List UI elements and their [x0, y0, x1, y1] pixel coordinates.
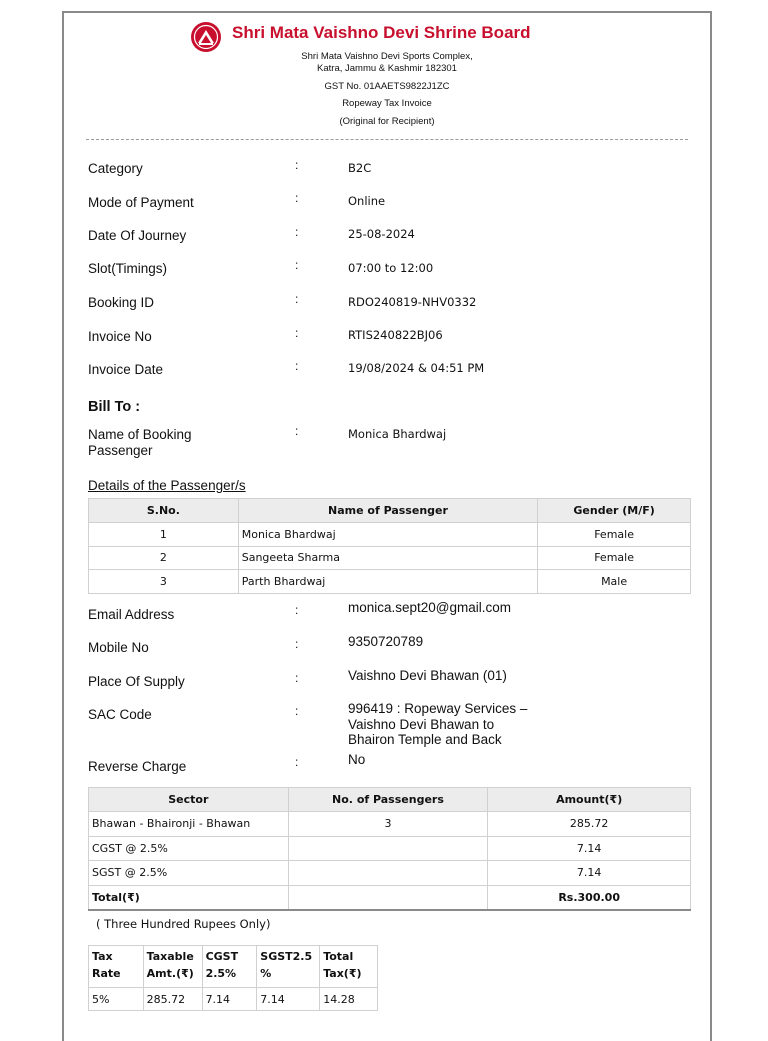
field-label-reverse-charge: Reverse Charge	[88, 759, 187, 774]
column-header: No. of Passengers	[288, 788, 488, 812]
table-cell: 14.28	[320, 988, 378, 1011]
table-cell	[288, 836, 488, 861]
table-cell: 285.72	[488, 812, 691, 837]
colon: :	[295, 225, 299, 239]
org-name: Shri Mata Vaishno Devi Shrine Board	[232, 23, 531, 42]
address-line-1: Shri Mata Vaishno Devi Sports Complex,	[301, 51, 473, 62]
shrine-board-logo	[190, 21, 222, 53]
field-value-place-of-supply: Vaishno Devi Bhawan (01)	[348, 668, 507, 683]
table-cell: Male	[538, 570, 691, 594]
table-cell: Sangeeta Sharma	[238, 546, 537, 570]
column-header: S.No.	[89, 499, 239, 523]
colon: :	[295, 191, 299, 205]
table-cell: Female	[538, 523, 691, 547]
table-cell: Female	[538, 546, 691, 570]
field-label-email: Email Address	[88, 607, 175, 622]
field-label-mobile: Mobile No	[88, 640, 149, 655]
bill-to-heading: Bill To :	[88, 399, 141, 415]
field-label-sac-code: SAC Code	[88, 707, 152, 722]
table-row	[89, 861, 691, 886]
colon: :	[295, 326, 299, 340]
colon: :	[295, 258, 299, 272]
table-row	[89, 546, 691, 570]
field-value-category: B2C	[348, 161, 372, 175]
document-subtitle: (Original for Recipient)	[339, 116, 435, 127]
table-cell: Parth Bhardwaj	[238, 570, 537, 594]
colon: :	[295, 603, 299, 617]
colon: :	[295, 424, 299, 438]
table-cell: 2	[89, 546, 239, 570]
table-cell: 5%	[89, 988, 144, 1011]
sector-amount-table	[88, 787, 691, 911]
table-cell: 7.14	[257, 988, 320, 1011]
booking-passenger-label: Name of Booking Passenger	[88, 427, 192, 458]
table-cell: 1	[89, 523, 239, 547]
colon: :	[295, 637, 299, 651]
table-header-row	[89, 499, 691, 523]
amount-in-words: ( Three Hundred Rupees Only)	[96, 917, 271, 931]
field-value-reverse-charge: No	[348, 752, 366, 767]
colon: :	[295, 671, 299, 685]
table-row	[89, 523, 691, 547]
column-header: Tax Rate	[89, 946, 144, 988]
booking-passenger-name: Monica Bhardwaj	[348, 427, 447, 441]
table-cell: 7.14	[488, 836, 691, 861]
field-label-journey-date: Date Of Journey	[88, 228, 187, 243]
colon: :	[295, 158, 299, 172]
table-cell: Bhawan - Bhaironji - Bhawan	[89, 812, 289, 837]
table-row	[89, 988, 378, 1011]
total-row	[89, 885, 691, 910]
table-cell	[288, 885, 488, 910]
table-cell: 7.14	[202, 988, 257, 1011]
table-cell: 3	[89, 570, 239, 594]
field-value-invoice-no: RTIS240822BJ06	[348, 328, 443, 342]
table-cell: CGST @ 2.5%	[89, 836, 289, 861]
field-label-invoice-date: Invoice Date	[88, 362, 164, 377]
field-label-booking-id: Booking ID	[88, 295, 155, 310]
field-label-payment-mode: Mode of Payment	[88, 195, 194, 210]
gst-number: GST No. 01AAETS9822J1ZC	[324, 81, 450, 92]
field-value-payment-mode: Online	[348, 194, 386, 208]
table-row	[89, 570, 691, 594]
table-row	[89, 812, 691, 837]
column-header: Total Tax(₹)	[320, 946, 378, 988]
field-value-sac-code: 996419 : Ropeway Services – Vaishno Devi Bhawan to Bhairon Temple and Back	[348, 701, 528, 747]
tax-summary-table	[88, 945, 378, 1011]
table-cell: SGST @ 2.5%	[89, 861, 289, 886]
table-row	[89, 836, 691, 861]
field-label-slot: Slot(Timings)	[88, 261, 168, 276]
document-title: Ropeway Tax Invoice	[342, 98, 432, 109]
table-cell: 285.72	[143, 988, 202, 1011]
total-value: Rs.300.00	[488, 885, 691, 910]
table-cell: 3	[288, 812, 488, 837]
field-label-invoice-no: Invoice No	[88, 329, 152, 344]
field-label-category: Category	[88, 161, 143, 176]
field-value-slot: 07:00 to 12:00	[348, 261, 434, 275]
field-value-invoice-date: 19/08/2024 & 04:51 PM	[348, 361, 485, 375]
field-value-booking-id: RDO240819-NHV0332	[348, 295, 477, 309]
passenger-details-heading: Details of the Passenger/s	[88, 478, 246, 493]
colon: :	[295, 359, 299, 373]
field-value-mobile: 9350720789	[348, 634, 424, 649]
field-value-email: monica.sept20@gmail.com	[348, 600, 512, 615]
table-cell: Monica Bhardwaj	[238, 523, 537, 547]
table-cell: 7.14	[488, 861, 691, 886]
column-header: Sector	[89, 788, 289, 812]
table-cell	[288, 861, 488, 886]
column-header: Name of Passenger	[238, 499, 537, 523]
colon: :	[295, 704, 299, 718]
invoice-page	[62, 11, 712, 1041]
passenger-table	[88, 498, 691, 594]
colon: :	[295, 292, 299, 306]
header-divider	[86, 139, 688, 140]
table-header-row	[89, 788, 691, 812]
column-header: Amount(₹)	[488, 788, 691, 812]
colon: :	[295, 755, 299, 769]
field-value-journey-date: 25-08-2024	[348, 227, 415, 241]
column-header: CGST 2.5%	[202, 946, 257, 988]
column-header: SGST2.5 %	[257, 946, 320, 988]
column-header: Gender (M/F)	[538, 499, 691, 523]
column-header: Taxable Amt.(₹)	[143, 946, 202, 988]
table-header-row	[89, 946, 378, 988]
total-label: Total(₹)	[89, 885, 289, 910]
address-line-2: Katra, Jammu & Kashmir 182301	[317, 63, 457, 74]
field-label-place-of-supply: Place Of Supply	[88, 674, 185, 689]
